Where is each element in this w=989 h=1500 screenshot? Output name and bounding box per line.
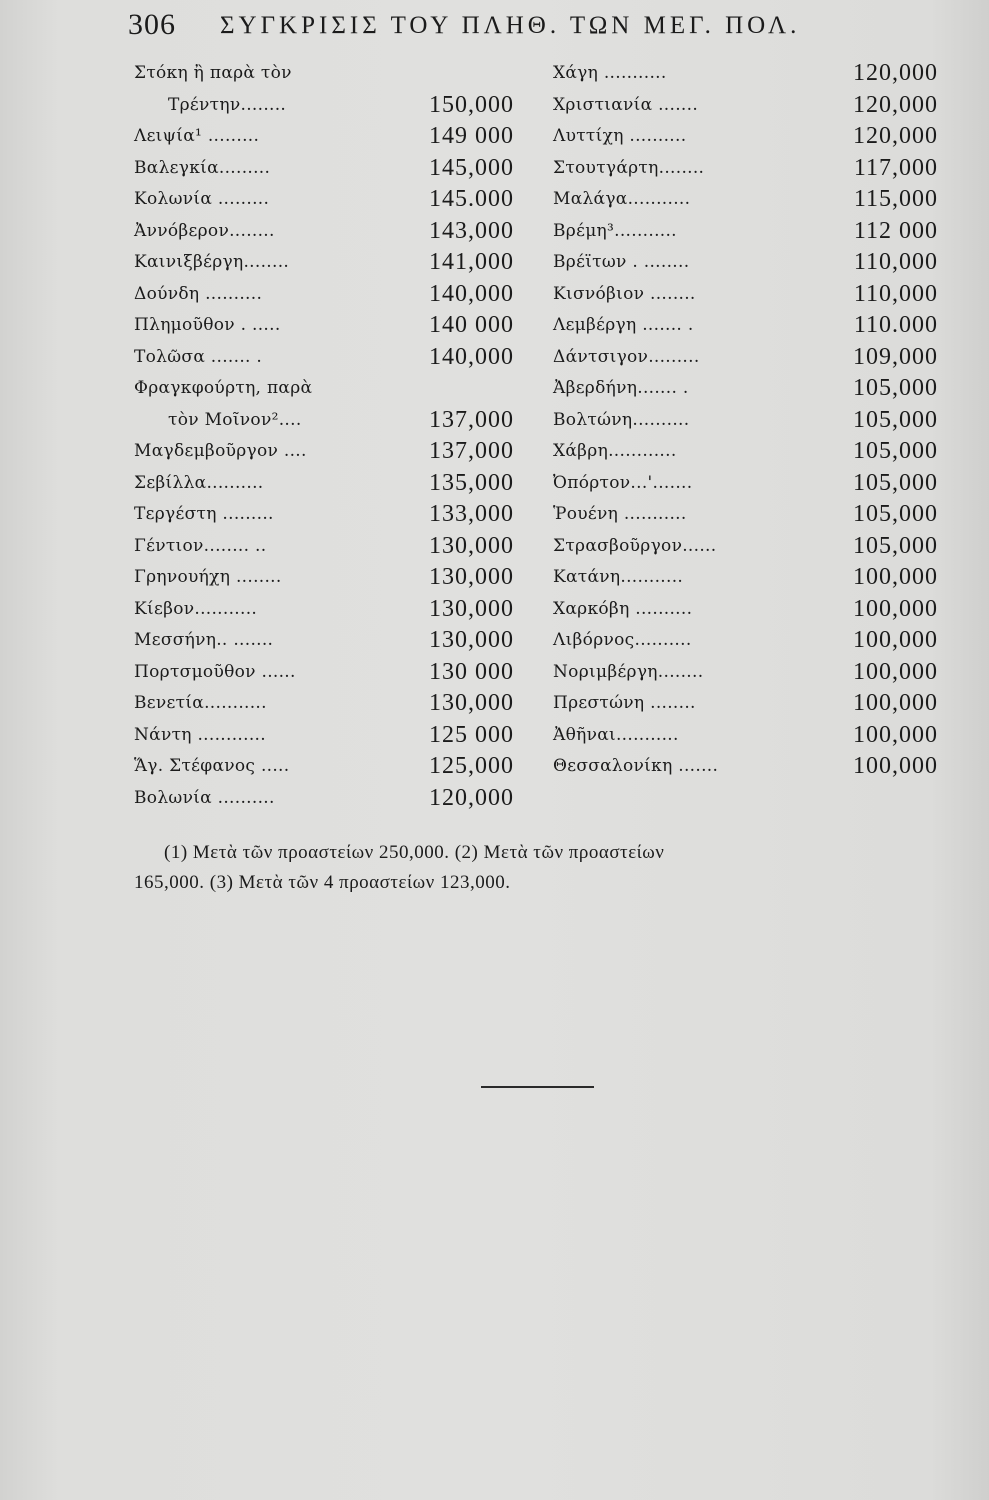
population-value: 105,000: [853, 406, 938, 433]
city-row: [553, 216, 938, 248]
population-value: 120,000: [853, 91, 938, 118]
city-name: Δούνδη ..........: [134, 283, 263, 304]
population-value: 130,000: [429, 595, 514, 622]
population-value: 130 000: [429, 658, 514, 685]
city-name: Στρασβοῦργον......: [553, 535, 717, 556]
population-value: 130,000: [429, 564, 514, 590]
city-name: Σεβίλλα..........: [134, 472, 264, 493]
page-header: [128, 8, 888, 48]
population-value: 135,000: [429, 469, 514, 496]
population-value: 125 000: [429, 721, 514, 748]
city-row: [553, 342, 938, 374]
city-name: Τεργέστη .........: [134, 504, 274, 524]
population-value: 100,000: [853, 721, 938, 748]
city-row: [553, 310, 938, 342]
city-row: [134, 751, 514, 783]
city-row: [553, 531, 938, 563]
population-value: 120,000: [853, 123, 938, 149]
population-value: 105,000: [853, 501, 938, 527]
city-row: [553, 720, 938, 752]
city-name: Ἀβερδήνη....... .: [553, 378, 689, 398]
city-name: Ἅγ. Στέφανος .....: [134, 756, 290, 776]
city-row: [553, 405, 938, 437]
right-city-list: [553, 58, 938, 783]
city-row: [134, 688, 514, 720]
city-row: [134, 783, 514, 815]
city-row: [553, 562, 938, 594]
city-name: Κισνόβιον ........: [553, 283, 696, 304]
city-name: Βρέϊτων . ........: [553, 252, 690, 272]
footnotes: [134, 838, 944, 898]
running-title: ΣΥΓΚΡΙΣΙΣ ΤΟΥ ΠΛΗΘ. ΤΩΝ ΜΕΓ. ΠΟΛ.: [220, 12, 801, 39]
city-name: Γρηνουήχη ........: [134, 567, 282, 587]
city-row: [553, 436, 938, 468]
population-value: 141,000: [429, 249, 514, 275]
city-name: Φραγκφούρτη, παρὰ: [134, 378, 313, 398]
population-value: 117,000: [853, 154, 938, 181]
city-row: [134, 657, 514, 689]
city-row: [134, 405, 514, 437]
population-value: 120,000: [853, 60, 938, 86]
city-row: [134, 436, 514, 468]
city-name: Μαλάγα...........: [553, 189, 691, 209]
population-value: 110,000: [853, 249, 938, 275]
city-row: [553, 657, 938, 689]
city-name: Ἀθῆναι...........: [553, 724, 679, 745]
city-name: Λυττίχη ..........: [553, 126, 687, 146]
population-value: 140 000: [429, 312, 514, 338]
city-row: [134, 279, 514, 311]
population-value: 115,000: [853, 186, 938, 212]
city-row: [134, 90, 514, 122]
city-row: [553, 58, 938, 90]
city-row: [134, 310, 514, 342]
footnote-line-1: (1) Μετὰ τῶν προαστείων 250,000. (2) Μετὰ τῶν προαστείων: [164, 842, 665, 863]
city-name: Τρέντην........: [168, 94, 287, 115]
city-name: Τολῶσα ....... .: [134, 346, 263, 367]
city-name: Ῥουένη ...........: [553, 504, 687, 524]
population-value: 149 000: [429, 123, 514, 149]
city-row: [134, 58, 514, 90]
population-value: 130,000: [429, 690, 514, 716]
city-row: [134, 531, 514, 563]
city-name: Βρέμη³...........: [553, 220, 677, 241]
city-row: [553, 279, 938, 311]
city-row: [553, 751, 938, 783]
city-name: Νοριμβέργη........: [553, 661, 704, 682]
city-row: [553, 594, 938, 626]
city-name: Θεσσαλονίκη .......: [553, 756, 719, 776]
population-value: 100,000: [853, 564, 938, 590]
city-row: [553, 247, 938, 279]
population-value: 100,000: [853, 658, 938, 685]
population-value: 137,000: [429, 438, 514, 464]
population-value: 125,000: [429, 753, 514, 779]
city-name: Βολωνία ..........: [134, 787, 275, 808]
population-value: 112 000: [853, 217, 938, 244]
city-row: [553, 153, 938, 185]
city-name: Χάγη ...........: [553, 63, 667, 83]
city-row: [134, 373, 514, 405]
city-name: Γέντιον........ ..: [134, 535, 267, 556]
population-value: 100,000: [853, 753, 938, 779]
city-name: Μεσσήνη.. .......: [134, 630, 274, 650]
population-value: 140,000: [429, 280, 514, 307]
city-row: [134, 153, 514, 185]
city-name: Χαρκόβη ..........: [553, 598, 693, 619]
city-row: [553, 468, 938, 500]
city-row: [134, 499, 514, 531]
population-value: 150,000: [429, 91, 514, 118]
city-row: [553, 373, 938, 405]
city-name: Ὀπόρτον...'.......: [553, 472, 693, 493]
city-name: Χάβρη............: [553, 441, 677, 461]
city-name: Δάντσιγον.........: [553, 346, 700, 367]
city-name: Λεμβέργη ....... .: [553, 315, 694, 335]
city-row: [553, 499, 938, 531]
population-value: 137,000: [429, 406, 514, 433]
city-name: Στουτγάρτη........: [553, 157, 705, 178]
population-value: 145.000: [429, 186, 514, 212]
population-value: 105,000: [853, 438, 938, 464]
city-name: Κολωνία .........: [134, 189, 270, 209]
city-row: [134, 121, 514, 153]
population-value: 105,000: [853, 375, 938, 401]
population-value: 105,000: [853, 469, 938, 496]
population-value: 145,000: [429, 154, 514, 181]
population-value: 120,000: [429, 784, 514, 811]
city-name: Καινιξβέργη........: [134, 252, 290, 272]
population-value: 109,000: [853, 343, 938, 370]
end-rule: [481, 1086, 594, 1088]
city-name: Μαγδεμβοῦργον ....: [134, 441, 307, 461]
city-row: [134, 184, 514, 216]
city-row: [134, 562, 514, 594]
population-value: 130,000: [429, 532, 514, 559]
population-value: 100,000: [853, 690, 938, 716]
city-name: Στόκη ἢ παρὰ τὸν: [134, 63, 292, 83]
city-row: [553, 688, 938, 720]
population-value: 130,000: [429, 627, 514, 653]
city-row: [134, 720, 514, 752]
city-row: [553, 121, 938, 153]
left-city-list: [134, 58, 514, 814]
city-row: [134, 247, 514, 279]
city-row: [553, 184, 938, 216]
city-row: [553, 625, 938, 657]
city-row: [553, 90, 938, 122]
population-value: 100,000: [853, 595, 938, 622]
city-name: Λιβόρνος..........: [553, 630, 692, 650]
city-name: Βενετία...........: [134, 693, 267, 713]
city-name: τὸν Μοῖνον²....: [168, 409, 302, 430]
population-value: 100,000: [853, 627, 938, 653]
city-row: [134, 342, 514, 374]
city-name: Πορτσμοῦθον ......: [134, 661, 296, 682]
city-name: Πρεστώνη ........: [553, 693, 696, 713]
city-name: Πλημοῦθον . .....: [134, 315, 281, 335]
population-value: 105,000: [853, 532, 938, 559]
city-name: Βολτώνη..........: [553, 409, 690, 430]
city-row: [134, 216, 514, 248]
city-row: [134, 594, 514, 626]
population-value: 143,000: [429, 217, 514, 244]
population-value: 133,000: [429, 501, 514, 527]
city-row: [134, 625, 514, 657]
population-value: 110,000: [853, 280, 938, 307]
population-value: 110.000: [853, 312, 938, 338]
city-name: Λειψία¹ .........: [134, 126, 260, 146]
city-row: [134, 468, 514, 500]
city-name: Κίεβον...........: [134, 598, 258, 619]
city-name: Βαλεγκία.........: [134, 157, 271, 178]
city-name: Ἀννόβερον........: [134, 220, 275, 241]
page-number: 306: [128, 8, 176, 41]
city-name: Χριστιανία .......: [553, 94, 699, 115]
population-value: 140,000: [429, 343, 514, 370]
city-name: Νάντη ............: [134, 724, 266, 745]
city-name: Κατάνη...........: [553, 567, 684, 587]
footnote-line-2: 165,000. (3) Μετὰ τῶν 4 προαστείων 123,000.: [134, 872, 511, 893]
